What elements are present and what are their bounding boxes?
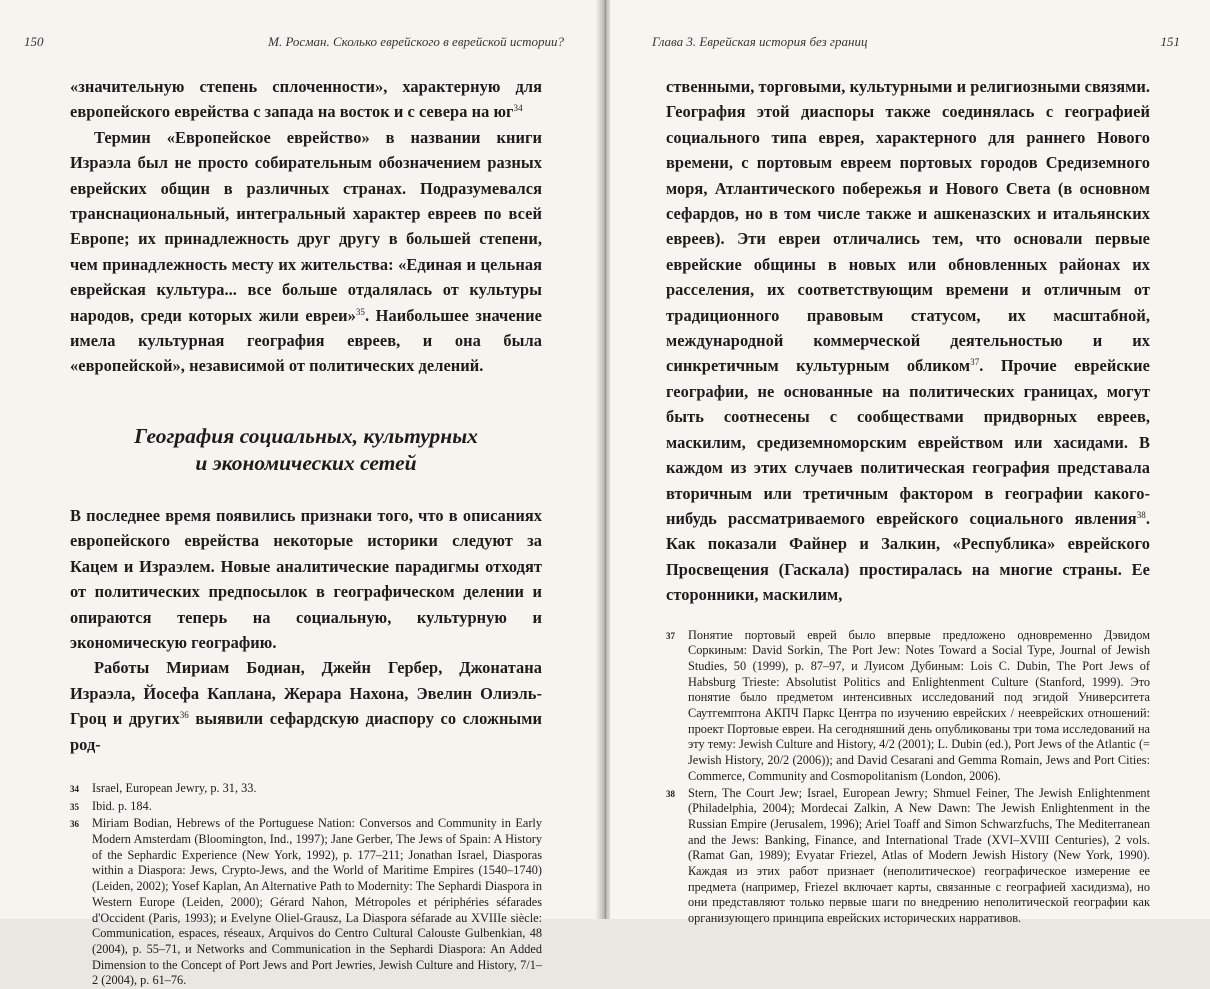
footnote-ref-37: 37 — [970, 357, 980, 368]
footnote — [70, 799, 542, 816]
page-number-right: 151 — [1160, 34, 1180, 49]
footnote-text: Miriam Bodian, Hebrews of the Portuguese Nation: Conversos and Community in Early Modern Amsterdam (Bloomington, Ind., 1997); Jane Gerber, The Jews of Spain: A History of the Sephardic Experience (New York, 1992), p. 177–211; Jonathan Israel, Diasporas within a Diaspora: Jews, Crypto-Jews, and the World of Maritime Empires (1540–1740) (Leiden, 2002); Yosef Kaplan, An Alternative Path to Modernity: The Sephardi Diaspora in Western Europe (Leiden, 2000); Gérard Nahon, Métropoles et périphéries séfarades d'Occident (Paris, 1993); и Evelyne Oliel-Grausz, La Diaspora séfarade au XVIIIe siècle: Communication, espaces, réseaux, Arquivos do Centro Cultural Calouste Gulbenkian, 48 (2004), p. 55–71, и Networks and Communication in the Sephardi Diaspora: An Added Dimension to the Concept of Port Jews and Port Jewries, Jewish Culture and History, 7/1–2 (2004), p. 61–76. — [92, 816, 542, 988]
footnote — [70, 816, 542, 989]
footnote-number: 36 — [70, 819, 79, 830]
footnote-number: 38 — [666, 788, 675, 799]
heading-line-2: и экономических сетей — [195, 450, 417, 475]
footnote — [666, 628, 1150, 785]
heading-line-1: География социальных, культурных — [134, 423, 478, 448]
footnote-number: 35 — [70, 801, 79, 812]
footnote-ref-35: 35 — [355, 306, 365, 317]
left-paragraph-2: Термин «Европейское еврейство» в названии книги Израэла был не просто собирательным обозначением разных еврейских общин в различных странах. Подразумевался транснациональный, интегральный характер евреев по всей Европе; их принадлежность друг другу в большей степени, чем принадлежность месту их жительства: «Единая и цельная еврейская культура... все больше отдалялась от культуры народов, среди которых жили евреи»$^{35}$. Наибольшее значение имела культурная география евреев, и она была «европейской», независимой от политических делений. — [70, 127, 542, 376]
left-footnotes — [70, 781, 542, 989]
footnote-text: Stern, The Court Jew; Israel, European Jewry; Shmuel Feiner, The Jewish Enlightenment (Philadelphia, 2004); Mordecai Zalkin, A New Dawn: The Jewish Enlightenment in the Russian Empire (Jerusalem, 1996); Ariel Toaff and Simon Schwarzfuchs, The Mediterranean and the Jews: Banking, Finance, and International Trade (XVI–XVIII Centuries), 2 vols. (Ramat Gan, 1989); Evyatar Friezel, Atlas of Modern Jewish History (New York, 1990). Каждая из этих работ признает (неполитическое) географическое измерение ее предмета (например, Friezel включает карты, связанные с географией хасидизма), но они представляют только первые шаги по внедрению неполитической географии как организующего принципа еврейских исторических нарративов. — [688, 785, 1150, 926]
right-page — [610, 0, 1210, 926]
left-paragraph-4: Работы Мириам Бодиан, Джейн Гербер, Джонатана Израэла, Йосефа Каплана, Жерара Нахона, Эвелин Олиэль-Гроц и других$^{36}$ выявили сефардскую диаспору со сложными род- — [70, 658, 542, 754]
left-paragraph-1: «значительную степень сплоченности», характерную для европейского еврейства с запада на восток и с севера на $юг^{34}$ — [70, 77, 542, 122]
footnote-text: Israel, European Jewry, p. 31, 33. — [92, 780, 257, 795]
page-number-left: 150 — [24, 34, 44, 49]
right-footnotes — [666, 628, 1150, 927]
left-paragraph-3: В последнее время появились признаки того, что в описаниях европейского еврейства некоторые историки следуют за Кацем и Израэлем. Новые аналитические парадигмы отходят от политических предпосылок в географическом делении и опираются теперь на социальную, культурную и экономическую географию. — [70, 505, 542, 652]
footnote-ref-34: 34 — [513, 103, 523, 114]
footnote-number: 34 — [70, 783, 79, 794]
left-page — [0, 0, 600, 988]
footnote-text: Понятие портовый еврей было впервые предложено одновременно Дэвидом Соркиным: David Sorkin, The Port Jew: Notes Toward a Social Type, Journal of Jewish Studies, 50 (1999), p. 87–97, и Луисом Дубиным: Lois C. Dubin, The Port Jews of Habsburg Trieste: Absolutist Politics and Enlightenment Culture (Stanford, 1999). Это понятие было предметом интенсивных исследований под эгидой Университета Саутгемптона АКПЧ Паркс Центра по изучению еврейских / нееврейских отношений: проект Портовые евреи. На сегодняшний день опубликованы три тома исследований на эту тему: Jewish Culture and History, 4/2 (2001); L. Dubin (ed.), Port Jews of the Atlantic (= Jewish History, 20/2 (2006)); and David Cesarani and Gemma Romain, Jews and Port Cities: Commerce, Community and Cosmopolitanism (London, 2006). — [688, 627, 1150, 783]
footnote-ref-36: 36 — [179, 710, 189, 721]
footnote-ref-38: 38 — [1136, 509, 1146, 520]
section-heading — [70, 423, 542, 477]
footnote — [70, 781, 542, 798]
left-running-head — [24, 34, 564, 56]
running-title-right: Глава 3. Еврейская история без границ — [652, 34, 868, 49]
right-paragraph-1: ственными, торговыми, культурными и религиозными связями. География этой диаспоры также соединялась с географией социального типа еврея, характерного для раннего Нового времени, с портовым евреем портовых городов Средиземного моря, Атлантического побережья и Нового Света (в основном сефардов, но в том числе также и ашкеназских и итальянских евреев). Эти евреи отличались тем, что основали первые еврейские общины в новых или обновленных районах их расселения, их соответствующим времени и отличным от традиционного правовым статусом, их масштабной, международной коммерческой деятельностью и их синкретичным культурным обликом$^{37}$. Прочие еврейские географии, не основанные на политических границах, могут быть соотнесены с сообществами придворных евреев, маскилим, средиземноморским еврейством или хасидами. В каждом из этих случаев политическая география представала вторичным или третичным фактором в географии какого-нибудь рассматриваемого еврейского социального явления$^{38}$. Как показали Файнер и Залкин, «Республика» еврейского Просвещения (Гаскала) простиралась на многие страны. Ее сторонники, маскилим, — [666, 77, 1150, 605]
right-running-head — [652, 34, 1180, 56]
footnote — [666, 786, 1150, 927]
running-title-left: М. Росман. Сколько еврейского в еврейской истории? — [268, 34, 564, 49]
footnote-text: Ibid. p. 184. — [92, 798, 152, 813]
footnote-number: 37 — [666, 630, 675, 641]
